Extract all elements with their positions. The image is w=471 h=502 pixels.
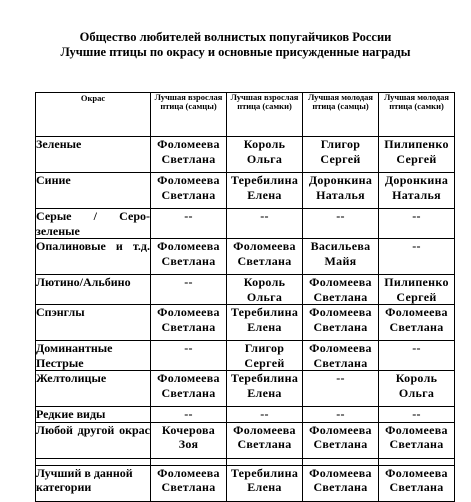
spacer-row [36, 458, 455, 465]
title-line-1: Общество любителей волнистых попугайчиков России [79, 30, 392, 44]
winner-cell [303, 465, 379, 501]
winner-cell [227, 239, 303, 275]
winner-surname: Васильева [310, 239, 371, 253]
winner-surname: -- [412, 209, 421, 223]
winner-cell [379, 422, 455, 458]
category-cell: Лучший в данной категории [36, 465, 151, 501]
winner-cell [151, 275, 227, 305]
table-row [36, 341, 455, 371]
winner-first-name: Светлана [161, 187, 216, 202]
table-row [36, 239, 455, 275]
winner-surname: Фоломеева [309, 341, 372, 355]
winner-first-name: Светлана [313, 319, 368, 334]
header-color: Окрас [36, 93, 151, 137]
table-row [36, 422, 455, 458]
winner-cell [151, 341, 227, 371]
category-cell: Желтолицые [36, 371, 151, 407]
spacer-cell [227, 458, 303, 465]
winner-cell [379, 465, 455, 501]
winner-surname: Фоломеева [157, 371, 220, 385]
winner-first-name: Сергей [396, 289, 437, 304]
winner-cell [303, 209, 379, 239]
winner-first-name: Светлана [313, 480, 368, 494]
category-cell: Синие [36, 173, 151, 209]
winner-first-name: Сергей [244, 355, 285, 370]
winner-surname: -- [184, 407, 193, 421]
winner-cell [379, 407, 455, 423]
winner-cell [379, 371, 455, 407]
table-row [36, 209, 455, 239]
winner-cell [303, 305, 379, 341]
winner-cell [379, 173, 455, 209]
winner-surname: -- [412, 239, 421, 253]
category-cell: Доминантные Пестрые [36, 341, 151, 371]
winner-surname: Глигор [320, 137, 361, 151]
winner-cell [151, 465, 227, 501]
winner-first-name: Елена [247, 480, 282, 494]
spacer-cell [151, 458, 227, 465]
winner-surname: -- [336, 371, 345, 385]
table-row [36, 173, 455, 209]
winner-surname: Фоломеева [233, 422, 296, 437]
winner-first-name: Светлана [389, 319, 444, 334]
winner-cell [303, 173, 379, 209]
winner-cell [151, 209, 227, 239]
winner-surname: Теребилина [230, 173, 299, 187]
category-cell: Опалиновые и т.д. [36, 239, 151, 275]
winner-surname: Фоломеева [157, 137, 220, 151]
winner-first-name: Сергей [320, 151, 361, 166]
winner-surname: Фоломеева [157, 465, 220, 480]
winner-cell [227, 341, 303, 371]
winner-first-name: Наталья [316, 187, 365, 202]
winner-surname: Фоломеева [309, 465, 372, 480]
winner-cell [379, 239, 455, 275]
winner-surname: -- [184, 341, 193, 355]
winner-cell [227, 137, 303, 173]
table-row [36, 275, 455, 305]
winner-surname: Фоломеева [157, 239, 220, 253]
winner-cell [303, 239, 379, 275]
winner-cell [227, 209, 303, 239]
winner-cell [379, 341, 455, 371]
winner-first-name: Светлана [161, 319, 216, 334]
spacer-cell [36, 458, 151, 465]
winner-cell [151, 137, 227, 173]
table-row [36, 137, 455, 173]
winner-cell [227, 465, 303, 501]
winner-cell [303, 371, 379, 407]
category-cell: Любой другой окрас [36, 422, 151, 458]
title-line-2: Лучшие птицы по окрасу и основные присужденные награды [60, 45, 411, 59]
winner-surname: Пилипенко [384, 275, 449, 289]
winner-first-name: Зоя [178, 437, 199, 451]
winner-cell [151, 407, 227, 423]
winner-cell [379, 137, 455, 173]
table-row [36, 407, 455, 423]
spacer-cell [303, 458, 379, 465]
winner-cell [151, 371, 227, 407]
winner-surname: Король [243, 275, 286, 289]
winner-cell [227, 422, 303, 458]
winner-first-name: Сергей [396, 151, 437, 166]
winner-surname: -- [184, 275, 193, 289]
category-cell: Спэнглы [36, 305, 151, 341]
winner-cell [303, 422, 379, 458]
winner-cell [303, 275, 379, 305]
winner-first-name: Ольга [246, 151, 283, 166]
winner-cell [379, 209, 455, 239]
category-cell: Редкие виды [36, 407, 151, 423]
winner-cell [227, 173, 303, 209]
winner-first-name: Светлана [237, 437, 292, 451]
winner-cell [151, 173, 227, 209]
awards-table [35, 92, 455, 502]
category-cell: Лютино/Альбино [36, 275, 151, 305]
winner-cell [379, 305, 455, 341]
winner-first-name: Елена [247, 187, 282, 202]
winner-surname: Фоломеева [157, 305, 220, 319]
winner-surname: Кочерова [161, 422, 216, 437]
winner-surname: -- [260, 209, 269, 223]
winner-cell [379, 275, 455, 305]
winner-first-name: Светлана [313, 355, 368, 370]
table-row [36, 465, 455, 501]
spacer-cell [379, 458, 455, 465]
winner-surname: Фоломеева [385, 422, 448, 437]
winner-surname: -- [412, 341, 421, 355]
header-young-females: Лучшая молодая птица (самки) [379, 93, 455, 137]
winner-first-name: Светлана [161, 480, 216, 494]
category-cell: Зеленые [36, 137, 151, 173]
table-body [36, 137, 455, 502]
winner-cell [227, 371, 303, 407]
winner-surname: Пилипенко [384, 137, 449, 151]
winner-first-name: Светлана [161, 253, 216, 268]
winner-cell [227, 305, 303, 341]
winner-cell [151, 422, 227, 458]
winner-cell [303, 407, 379, 423]
header-young-males: Лучшая молодая птица (самцы) [303, 93, 379, 137]
winner-surname: -- [260, 407, 269, 421]
header-adult-males: Лучшая взрослая птица (самцы) [151, 93, 227, 137]
winner-first-name: Майя [324, 253, 357, 268]
header-row [36, 93, 455, 137]
winner-surname: Глигор [244, 341, 285, 355]
winner-first-name: Ольга [246, 289, 283, 304]
winner-surname: Теребилина [230, 305, 299, 319]
winner-surname: -- [336, 407, 345, 421]
winner-first-name: Светлана [237, 253, 292, 268]
winner-surname: Доронкина [384, 173, 449, 187]
winner-first-name: Светлана [313, 289, 368, 304]
document-title [0, 30, 471, 60]
table-row [36, 305, 455, 341]
winner-surname: -- [184, 209, 193, 223]
winner-surname: -- [412, 407, 421, 421]
winner-first-name: Светлана [389, 437, 444, 451]
category-cell: Серые / Серо-зеленые [36, 209, 150, 238]
winner-first-name: Светлана [161, 385, 216, 400]
winner-surname: Фоломеева [157, 173, 220, 187]
winner-first-name: Наталья [392, 187, 441, 202]
winner-surname: Король [243, 137, 286, 151]
winner-first-name: Светлана [389, 480, 444, 494]
winner-first-name: Елена [247, 319, 282, 334]
winner-surname: -- [336, 209, 345, 223]
winner-first-name: Ольга [398, 385, 435, 400]
winner-cell [151, 239, 227, 275]
winner-surname: Доронкина [308, 173, 373, 187]
winner-surname: Фоломеева [309, 275, 372, 289]
winner-surname: Фоломеева [385, 465, 448, 480]
winner-surname: Теребилина [230, 465, 299, 480]
winner-first-name: Светлана [161, 151, 216, 166]
winner-first-name: Светлана [313, 437, 368, 451]
winner-surname: Фоломеева [385, 305, 448, 319]
winner-cell [151, 305, 227, 341]
winner-surname: Король [395, 371, 438, 385]
winner-surname: Фоломеева [233, 239, 296, 253]
winner-surname: Теребилина [230, 371, 299, 385]
winner-surname: Фоломеева [309, 422, 372, 437]
winner-cell [303, 137, 379, 173]
header-adult-females: Лучшая взрослая птица (самки) [227, 93, 303, 137]
winner-first-name: Елена [247, 385, 282, 400]
winner-cell [303, 341, 379, 371]
winner-surname: Фоломеева [309, 305, 372, 319]
winner-cell [227, 275, 303, 305]
table-row [36, 371, 455, 407]
winner-cell [227, 407, 303, 423]
